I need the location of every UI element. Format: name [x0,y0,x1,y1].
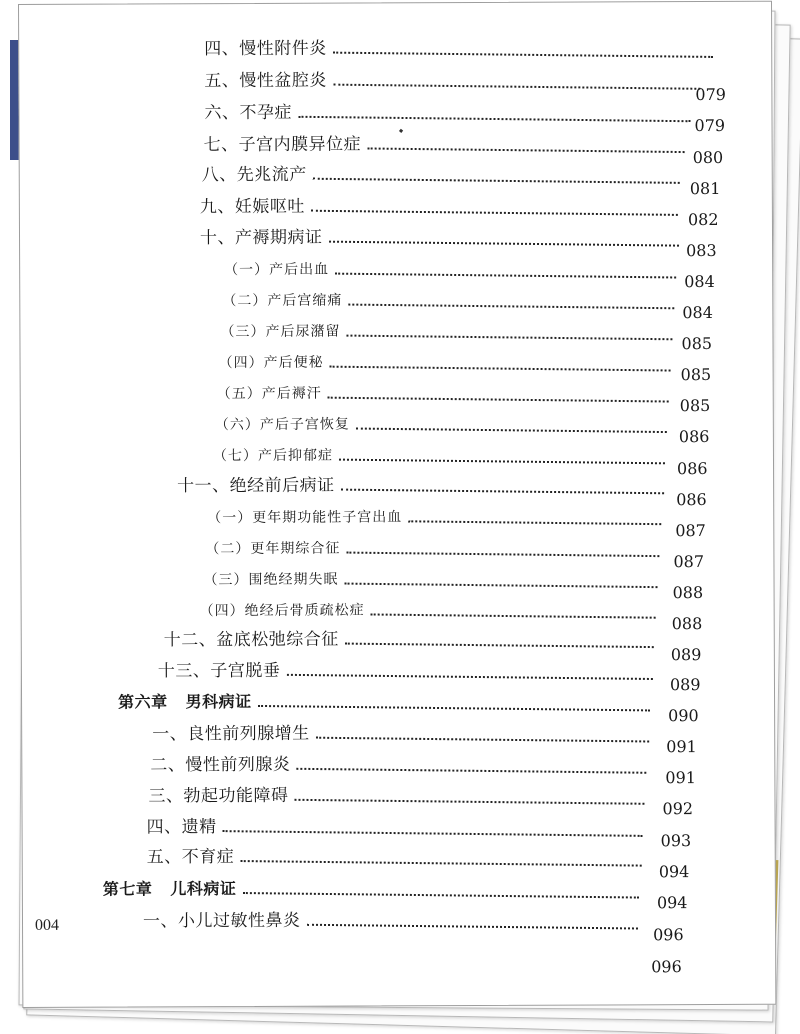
toc-sub-entry [213,435,665,467]
toc-sub-entry [207,497,661,529]
toc-entry-label: 十二、盆底松弛综合征 [163,629,339,651]
toc-entry-label: 八、先兆流产 [201,164,307,186]
toc-page-number: 080 [692,147,724,168]
chapter-number: 第七章 [102,879,153,899]
toc-entry [158,650,652,682]
toc-page-number: 096 [651,957,682,977]
toc-sub-entry [217,373,669,405]
dot-leader [307,924,638,930]
toc-chapter-label [118,691,258,714]
toc-page-number: 088 [671,614,703,634]
toc-entry [200,186,678,218]
toc-entry [204,60,699,92]
toc-entry [200,217,678,249]
chapter-title: 儿科病证 [170,879,237,899]
toc-page-number: 084 [682,302,713,323]
dot-leader [313,178,680,184]
toc-page-number: 079 [694,115,726,136]
toc-page-number: 094 [656,893,688,913]
toc-sub-entry [203,559,657,591]
toc-entry [202,154,680,186]
toc-entry-label: （二）产后宫缩痛 [222,292,343,310]
toc-entry-label: 十、产褥期病证 [199,227,323,249]
dot-leader [341,489,664,495]
toc-entry-label: 六、不孕症 [204,102,293,124]
toc-chapter-entry [103,868,639,900]
dot-leader [339,459,665,465]
toc-entry-label: （一）更年期功能性子宫出血 [207,509,403,527]
toc-entry-label: 一、小儿过敏性鼻炎 [142,910,301,932]
dot-leader [346,552,659,558]
toc-page-number: 091 [665,768,696,788]
toc-sub-entry [220,311,672,343]
toc-sub-entry [205,528,659,560]
toc-entry-label: 九、妊娠呕吐 [199,196,305,218]
toc-page-number: 084 [684,271,715,292]
dot-leader [329,241,679,247]
toc-entry-label: （三）围绝经期失眠 [203,571,339,589]
toc-page-number: 085 [681,333,713,354]
dot-leader [311,210,678,216]
toc-sub-entry [200,590,656,622]
toc-entry-label: 一、良性前列腺增生 [152,723,310,745]
toc-entry [147,806,643,838]
toc-page-number: 096 [653,925,684,945]
toc-page-number: 087 [675,521,706,541]
dot-leader [330,366,671,372]
chapter-title: 男科病证 [185,691,252,712]
dot-leader [242,892,638,898]
toc-page-number: 088 [672,583,704,603]
toc-page-number: 090 [668,706,699,726]
toc-page-number: 091 [666,737,697,757]
toc-page-number: 086 [676,458,708,479]
dot-leader [286,674,651,680]
dot-leader [408,520,661,525]
dot-leader [371,613,656,618]
toc-entry [152,713,648,745]
toc-entry-label: （三）产后尿潴留 [220,323,341,341]
toc-page-number: 086 [676,489,707,510]
dot-leader [335,273,676,279]
toc-page-number: 087 [673,552,705,572]
dot-leader [258,705,650,711]
dot-leader [345,583,658,589]
dot-leader [294,799,644,805]
toc-entry-label: 四、遗精 [146,817,217,838]
dot-leader [240,860,640,867]
toc-entry-label: 四、慢性附件炎 [204,38,327,60]
toc-entry [150,744,646,776]
dot-leader [316,737,649,743]
toc-sub-entry [224,249,676,281]
toc-entry-label: （六）产后子宫恢复 [214,416,350,434]
toc-sub-entry [218,342,670,374]
toc-chapter-entry [118,681,650,713]
toc-entry [148,775,644,807]
dot-leader [333,52,712,58]
toc-entry-label: （五）产后褥汗 [216,385,322,403]
toc-page-number: 089 [670,645,702,665]
toc-entry [204,92,689,124]
toc-page-number: 082 [687,209,719,230]
toc-page-number: 093 [660,831,692,851]
toc-entry-label: 十一、绝经前后病证 [177,475,335,497]
toc-entry-label: （四）绝经后骨质疏松症 [199,602,365,620]
dot-leader [296,768,646,774]
dot-leader [348,304,674,310]
toc-entry-label: （四）产后便秘 [218,354,324,372]
toc-chapter-label [103,878,243,901]
toc-entry-label: （一）产后出血 [224,261,330,279]
dot-leader [328,397,669,403]
toc-page-number: 085 [679,395,711,416]
toc-entry-label: 二、慢性前列腺炎 [150,754,291,776]
folio-number: 004 [34,916,60,934]
dot-leader [356,428,667,434]
toc-page-number: 081 [689,178,721,199]
toc-entry-label: （二）更年期综合征 [205,540,341,558]
toc-entry [143,900,637,932]
toc-entry-label: 五、慢性盆腔炎 [204,70,327,92]
dot-leader [298,116,689,122]
toc-entry [204,124,684,156]
toc-entry [164,619,654,651]
toc-entry-label: 七、子宫内膜异位症 [203,134,362,156]
toc-entry [147,836,641,868]
toc-page-number: 079 [695,84,726,105]
toc-page-number: 094 [658,862,690,882]
toc-entry-label: 三、勃起功能障碍 [148,785,289,807]
toc-page-number: 086 [678,426,710,447]
toc-page-number: 083 [686,240,717,261]
toc-sub-entry [222,280,674,312]
toc-entry-label: 五、不育症 [146,847,235,868]
dot-leader [367,147,684,153]
toc-entry [204,28,712,60]
dot-leader [346,335,672,341]
toc-entry-label: （七）产后抑郁症 [212,447,334,465]
dot-leader [345,643,654,649]
toc-entry [177,465,663,497]
chapter-number: 第六章 [118,692,168,712]
toc-sub-entry [215,404,667,436]
dot-leader [333,84,699,90]
toc-page [18,1,776,1008]
toc-page-number: 092 [662,799,694,819]
toc-page-number: 085 [680,364,712,385]
toc-page-number: 089 [669,675,701,695]
toc-entry-label: 十三、子宫脱垂 [157,660,281,682]
